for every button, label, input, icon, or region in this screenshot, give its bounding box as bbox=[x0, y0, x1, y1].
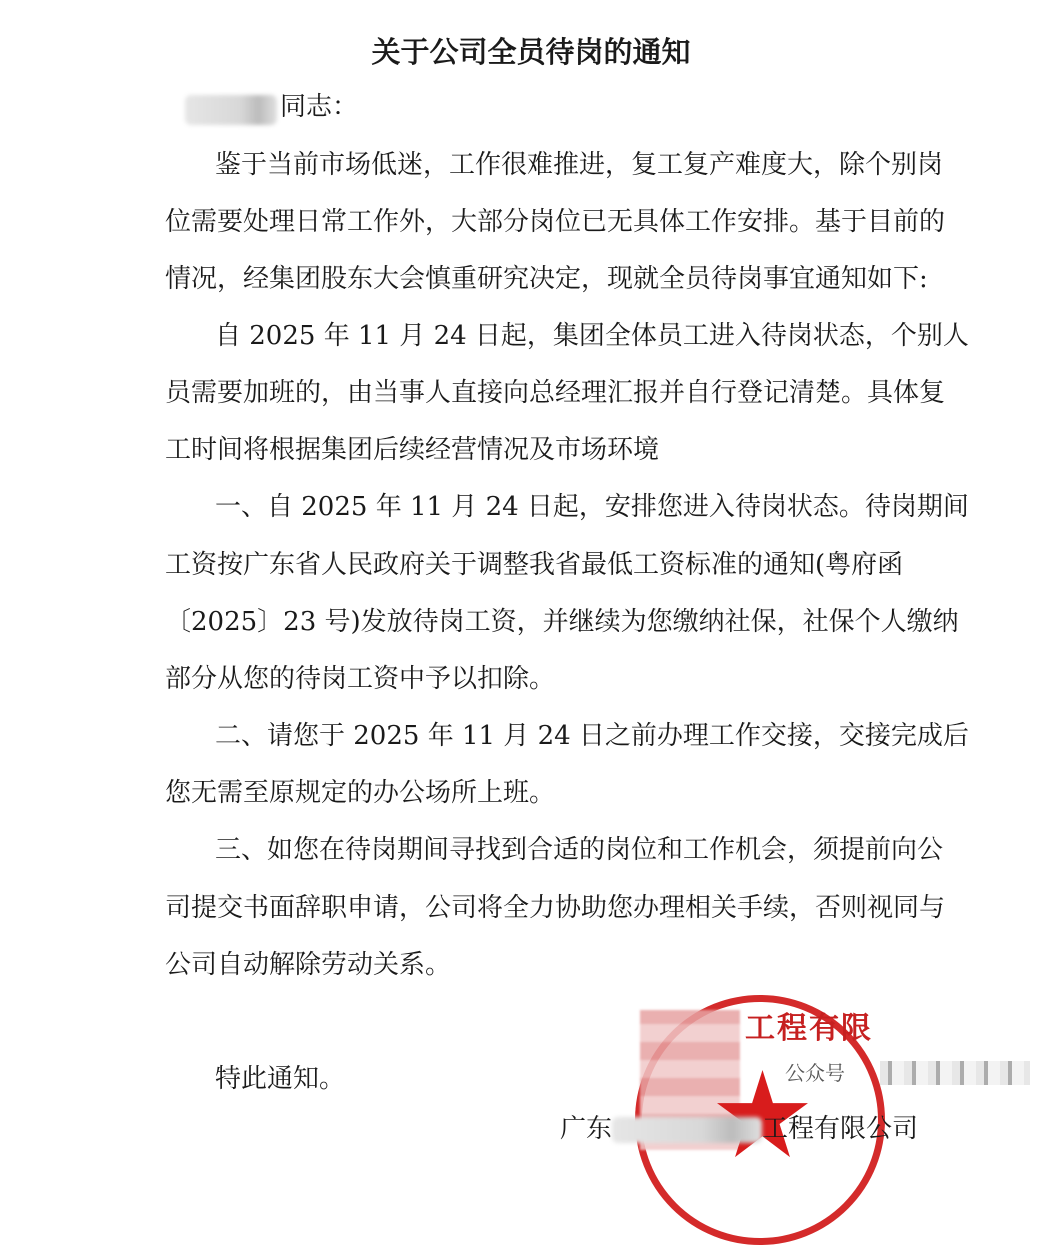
signature bbox=[560, 1112, 918, 1146]
paragraph-line: 三、如您在待岗期间寻找到合适的岗位和工作机会，须提前向公 bbox=[215, 835, 944, 865]
paragraph-line: 一、自 2025 年 11 月 24 日起，安排您进入待岗状态。待岗期间 bbox=[215, 492, 969, 522]
stamp-text: 工程有限 bbox=[745, 1011, 873, 1046]
salutation: 同志： bbox=[280, 92, 359, 122]
paragraph-line: 司提交书面辞职申请，公司将全力协助您办理相关手续，否则视同与 bbox=[165, 893, 946, 923]
paragraph-line: 员需要加班的，由当事人直接向总经理汇报并自行登记清楚。具体复 bbox=[165, 378, 946, 408]
paragraph-line: 情况，经集团股东大会慎重研究决定，现就全员待岗事宜通知如下: bbox=[165, 264, 928, 294]
watermark-redaction bbox=[880, 1061, 1030, 1085]
paragraph-line: 工资按广东省人民政府关于调整我省最低工资标准的通知(粤府函 bbox=[165, 550, 904, 580]
paragraph-line: 鉴于当前市场低迷，工作很难推进，复工复产难度大，除个别岗 bbox=[215, 150, 944, 180]
redacted-name bbox=[185, 95, 277, 125]
document-title: 关于公司全员待岗的通知 bbox=[371, 35, 691, 69]
signature-prefix: 广东 bbox=[560, 1114, 613, 1144]
paragraph-line: 〔2025〕23 号)发放待岗工资，并继续为您缴纳社保，社保个人缴纳 bbox=[165, 607, 959, 637]
closing-text: 特此通知。 bbox=[215, 1064, 346, 1094]
watermark-text: 公众号 bbox=[785, 1061, 845, 1085]
watermark bbox=[785, 1060, 845, 1086]
paragraph-line: 工时间将根据集团后续经营情况及市场环境 bbox=[165, 435, 660, 465]
paragraph-line: 位需要处理日常工作外，大部分岗位已无具体工作安排。基于目前的 bbox=[165, 207, 946, 237]
signature-suffix: 工程有限公司 bbox=[762, 1114, 919, 1144]
paragraph-line: 您无需至原规定的办公场所上班。 bbox=[165, 778, 556, 808]
paragraph-line: 二、请您于 2025 年 11 月 24 日之前办理工作交接，交接完成后 bbox=[215, 721, 969, 751]
redacted-company-name bbox=[612, 1117, 762, 1143]
paragraph-line: 部分从您的待岗工资中予以扣除。 bbox=[165, 664, 556, 694]
paragraph-line: 自 2025 年 11 月 24 日起，集团全体员工进入待岗状态，个别人 bbox=[215, 321, 969, 351]
paragraph-line: 公司自动解除劳动关系。 bbox=[165, 950, 452, 980]
